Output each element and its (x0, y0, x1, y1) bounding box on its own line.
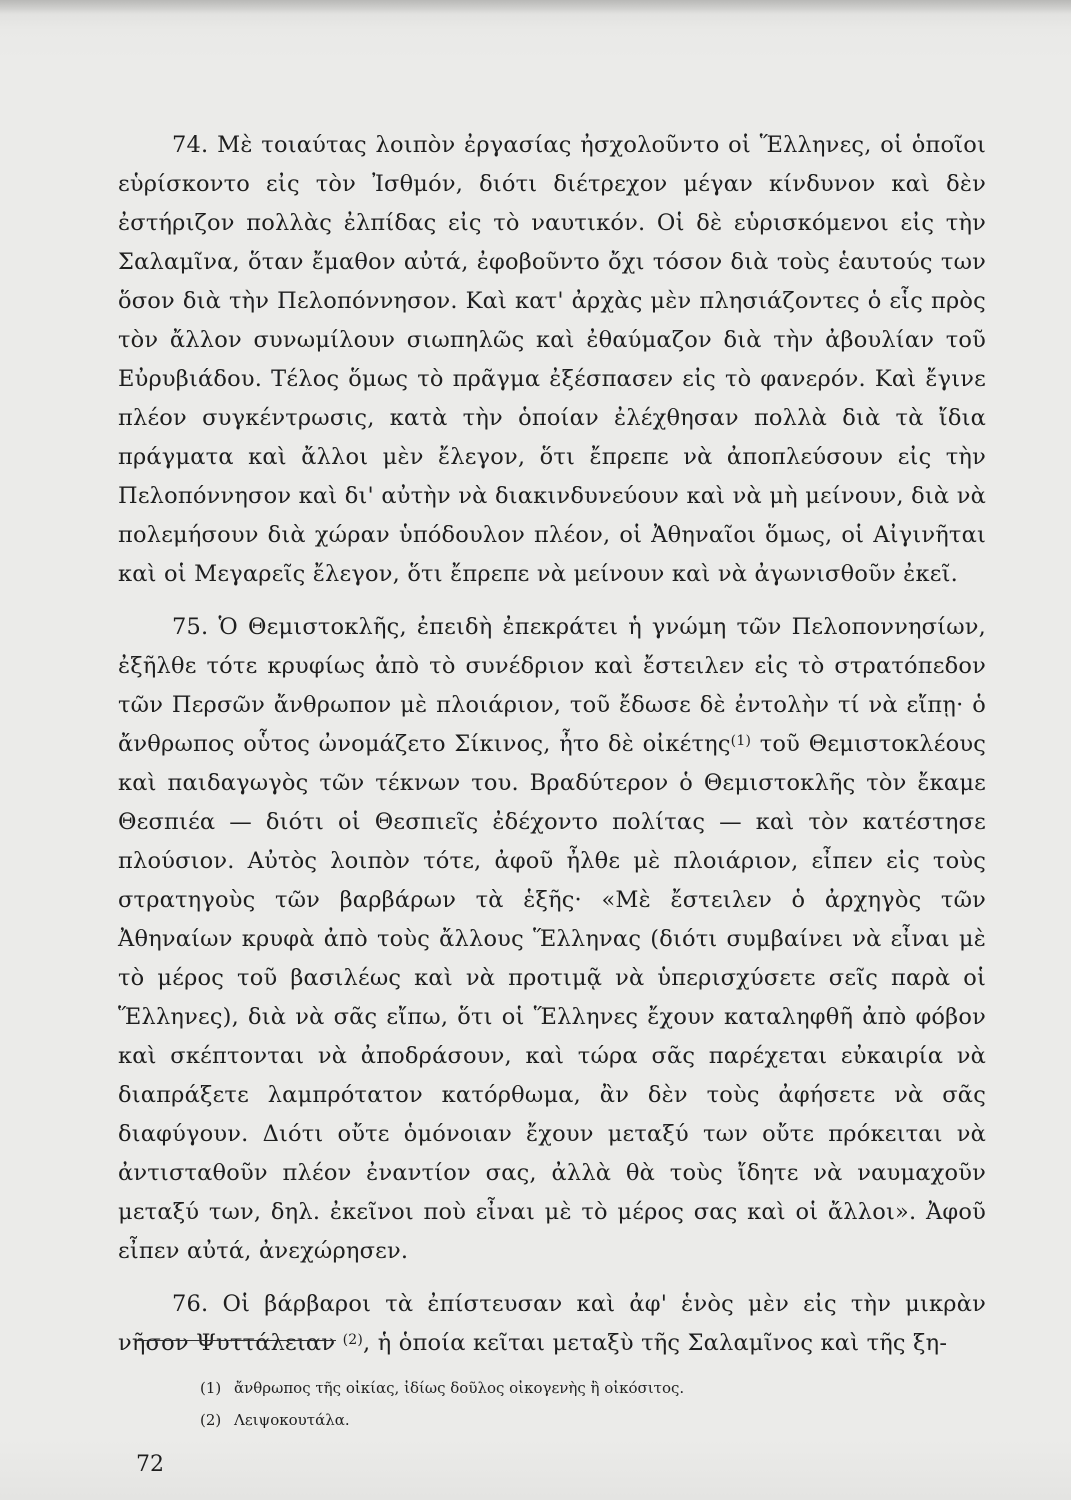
footnote-divider (136, 1340, 336, 1341)
paragraph-text-part: , ἡ ὁποία κεῖται μεταξὺ τῆς Σαλαμῖνος καὶ τῆς ξη- (363, 1330, 948, 1356)
paragraph-number: 75. (172, 614, 209, 640)
footnote-2 (200, 1404, 920, 1436)
paragraph-number: 76. (172, 1291, 209, 1317)
footnotes (200, 1372, 920, 1436)
footnote-text: Λειψοκουτάλα. (234, 1411, 350, 1429)
paragraph-76 (118, 1285, 986, 1363)
paragraph-number: 74. (172, 132, 209, 158)
footnote-mark: (2) (200, 1411, 222, 1429)
paragraph-text-part: τοῦ Θεμιστοκλέους καὶ παιδαγωγὸς τῶν τέκνων του. Βραδύτερον ὁ Θεμιστοκλῆς τὸν ἔκαμε Θεσπιέα — διότι οἱ Θεσπιεῖς ἐδέχοντο πολίτας — καὶ τὸν κατέστησε πλούσιον. Αὐτὸς λοιπὸν τότε, ἀφοῦ ἦλθε μὲ πλοιάριον, εἶπεν εἰς τοὺς στρατηγοὺς τῶν βαρβάρων τὰ ἑξῆς· «Μὲ ἔστειλεν ὁ ἀρχηγὸς τῶν Ἀθηναίων κρυφὰ ἀπὸ τοὺς ἄλλους Ἕλληνας (διότι συμβαίνει νὰ εἶναι μὲ τὸ μέρος τοῦ βασιλέως καὶ νὰ προτιμᾷ νὰ ὑπερισχύσετε σεῖς παρὰ οἱ Ἕλληνες), διὰ νὰ σᾶς εἴπω, ὅτι οἱ Ἕλληνες ἔχουν καταληφθῆ ἀπὸ φόβον καὶ σκέπτονται νὰ ἀποδράσουν, καὶ τώρα σᾶς παρέχεται εὐκαιρία νὰ διαπράξετε λαμπρότατον κατόρθωμα, ἂν δὲν τοὺς ἀφήσετε νὰ σᾶς διαφύγουν. Διότι οὔτε ὁμόνοιαν ἔχουν μεταξύ των οὔτε πρόκειται νὰ ἀντισταθοῦν πλέον ἐναντίον σας, ἀλλὰ θὰ τοὺς ἴδητε νὰ ναυμαχοῦν μεταξύ των, δηλ. ἐκεῖνοι ποὺ εἶναι μὲ τὸ μέρος σας καὶ οἱ ἄλλοι». Ἀφοῦ εἶπεν αὐτά, ἀνεχώρησεν. (118, 731, 987, 1264)
footnote-text: ἄνθρωπος τῆς οἰκίας, ἰδίως δοῦλος οἰκογενὴς ἢ οἰκόσιτος. (234, 1379, 685, 1397)
main-text (118, 126, 986, 1363)
page-number: 72 (136, 1452, 164, 1477)
scan-top-edge (0, 0, 1071, 14)
paragraph-75 (118, 608, 986, 1271)
paragraph-text-part: Οἱ βάρβαροι τὰ ἐπίστευσαν καὶ ἀφ' ἑνὸς μὲν εἰς τὴν μικρὰν νῆσον Ψυττάλειαν (118, 1291, 986, 1356)
footnote-reference: (1) (730, 733, 752, 749)
footnote-mark: (1) (200, 1379, 222, 1397)
paragraph-text: Μὲ τοιαύτας λοιπὸν ἐργασίας ἠσχολοῦντο οἱ Ἕλληνες, οἱ ὁποῖοι εὑρίσκοντο εἰς τὸν Ἰσθμόν, διότι διέτρεχον μέγαν κίνδυνον καὶ δὲν ἐστήριζον πολλὰς ἐλπίδας εἰς τὸ ναυτικόν. Οἱ δὲ εὑρισκόμενοι εἰς τὴν Σαλαμῖνα, ὅταν ἔμαθον αὐτά, ἐφοβοῦντο ὄχι τόσον διὰ τοὺς ἑαυτούς των ὅσον διὰ τὴν Πελοπόννησον. Καὶ κατ' ἀρχὰς μὲν πλησιάζοντες ὁ εἷς πρὸς τὸν ἄλλον συνωμίλουν σιωπηλῶς καὶ ἐθαύμαζον διὰ τὴν ἀβουλίαν τοῦ Εὐρυβιάδου. Τέλος ὅμως τὸ πρᾶγμα ἐξέσπασεν εἰς τὸ φανερόν. Καὶ ἔγινε πλέον συγκέντρωσις, κατὰ τὴν ὁποίαν ἐλέχθησαν πολλὰ διὰ τὰ ἴδια πράγματα καὶ ἄλλοι μὲν ἔλεγον, ὅτι ἔπρεπε νὰ ἀποπλεύσουν εἰς τὴν Πελοπόννησον καὶ δι' αὐτὴν νὰ διακινδυνεύουν καὶ νὰ μὴ μείνουν, διὰ νὰ πολεμήσουν διὰ χώραν ὑπόδουλον πλέον, οἱ Ἀθηναῖοι ὅμως, οἱ Αἰγινῆται καὶ οἱ Μεγαρεῖς ἔλεγον, ὅτι ἔπρεπε νὰ μείνουν καὶ νὰ ἀγωνισθοῦν ἐκεῖ. (118, 132, 986, 587)
footnote-reference: (2) (342, 1332, 363, 1348)
footnote-1 (200, 1372, 920, 1404)
paragraph-74 (118, 126, 986, 594)
paragraph-text-part: Ὁ Θεμιστοκλῆς, ἐπειδὴ ἐπεκράτει ἡ γνώμη τῶν Πελοποννησίων, ἐξῆλθε τότε κρυφίως ἀπὸ τὸ συνέδριον καὶ ἔστειλεν εἰς τὸ στρατόπεδον τῶν Περσῶν ἄνθρωπον μὲ πλοιάριον, τοῦ ἔδωσε δὲ ἐντολὴν τί νὰ εἴπῃ· ὁ ἄνθρωπος οὗτος ὠνομάζετο Σίκινος, ἦτο δὲ οἰκέτης (118, 614, 986, 757)
